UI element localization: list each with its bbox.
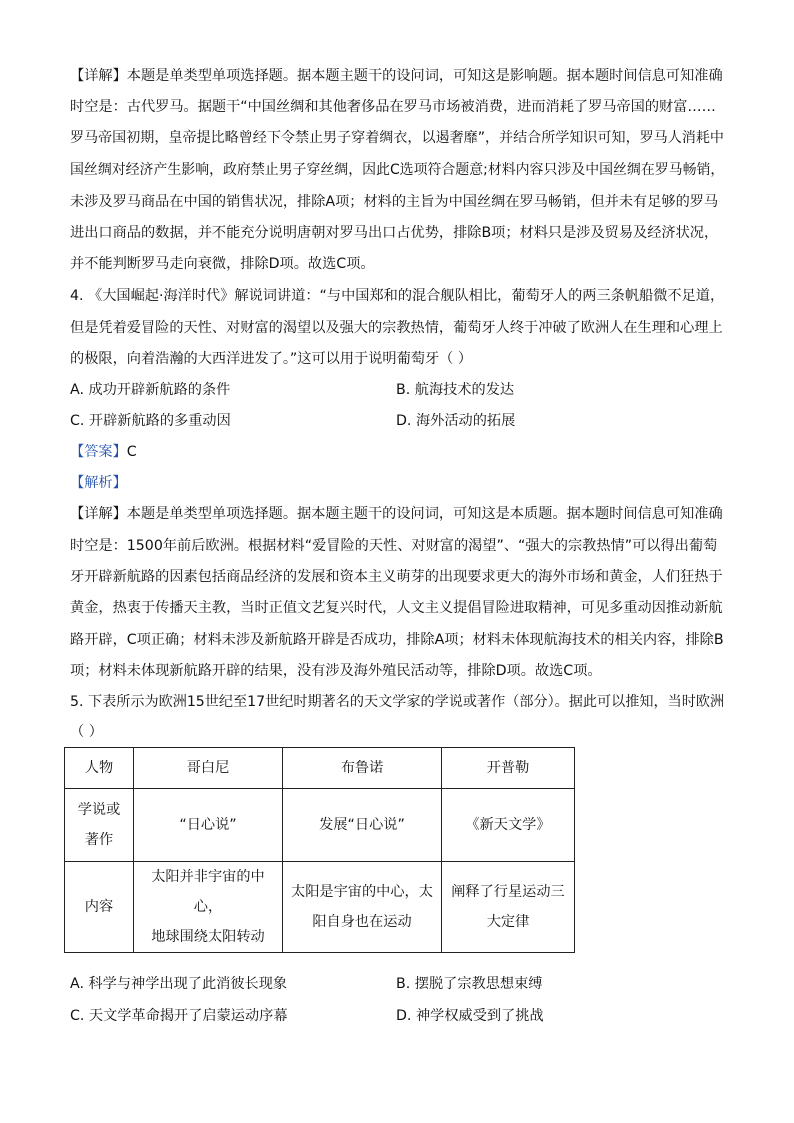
- cell-line: 地球围绕太阳转动: [151, 929, 265, 945]
- q4-analysis-line-4: 黄金，热衷于传播天主教，当时正值文艺复兴时代，人文主义提倡冒险进取精神，可见多重动因推动新航: [70, 600, 723, 616]
- table-header-cell: 人物: [65, 748, 134, 789]
- q3-analysis-line-1: 【详解】本题是单类型单项选择题。据本题主题干的设问词，可知这是影响题。据本题时间信息可知准确: [70, 68, 723, 84]
- q3-analysis-line-6: 进出口商品的数据，并不能充分说明唐朝对罗马出口占优势，排除B项；材料只是涉及贸易及经济状况，: [70, 225, 719, 241]
- q3-analysis-line-2: 时空是：古代罗马。据题干“中国丝绸和其他奢侈品在罗马市场被消费，进而消耗了罗马帝国的财富……: [70, 99, 716, 115]
- table-header-cell: 开普勒: [442, 748, 575, 789]
- q5-option-a: A. 科学与神学出现了此消彼长现象: [70, 976, 288, 992]
- table-cell: [442, 862, 575, 953]
- answer-tag: 【答案】: [70, 444, 127, 460]
- table-header-cell: 哥白尼: [134, 748, 283, 789]
- q3-analysis-line-4: 国丝绸对经济产生影响，政府禁止男子穿丝绸，因此C选项符合题意;材料内容只涉及中国丝绸在罗马畅销，: [70, 162, 725, 178]
- q4-answer: [70, 442, 137, 462]
- table-row: [65, 862, 575, 953]
- row-label-line: 学说或: [77, 802, 121, 818]
- table-row: [65, 789, 575, 862]
- q4-stem-line-1: 4. 《大国崛起·海洋时代》解说词讲道：“与中国郑和的混合舰队相比，葡萄牙人的两三条帆船微不足道，: [70, 288, 725, 304]
- analysis-tag: 【解析】: [70, 475, 127, 491]
- q5-stem-line-2: （ ）: [70, 724, 103, 740]
- q5-option-b: B. 摆脱了宗教思想束缚: [396, 976, 543, 992]
- q5-stem-line-1: 5. 下表所示为欧洲15世纪至17世纪时期著名的天文学家的学说或著作（部分）。据此可以推知，当时欧洲: [70, 694, 725, 710]
- cell-line: 太阳是宇宙的中心，太: [291, 884, 433, 900]
- q4-analysis-line-5: 路开辟，C项正确；材料未涉及新航路开辟是否成功，排除A项；材料未体现航海技术的相关内容，排除B: [70, 632, 724, 648]
- table-row-label: [65, 789, 134, 862]
- q3-analysis-line-3: 罗马帝国初期，皇帝提比略曾经下令禁止男子穿着绸衣，以遏奢靡”，并结合所学知识可知，罗马人消耗中: [70, 130, 724, 146]
- q4-option-b: B. 航海技术的发达: [396, 382, 515, 398]
- q4-analysis-line-1: 【详解】本题是单类型单项选择题。据本题主题干的设问词，可知这是本质题。据本题时间信息可知准确: [70, 506, 723, 522]
- table-row: [65, 748, 575, 789]
- q4-option-c: C. 开辟新航路的多重动因: [70, 413, 231, 429]
- cell-line: 阳自身也在运动: [312, 914, 412, 930]
- cell-line: 阐释了行星运动三: [451, 884, 565, 900]
- q3-analysis-line-5: 未涉及罗马商品在中国的销售状况，排除A项；材料的主旨为中国丝绸在罗马畅销，但并未有足够的罗马: [70, 194, 719, 210]
- q5-option-c: C. 天文学革命揭开了启蒙运动序幕: [70, 1008, 288, 1024]
- q4-analysis-heading: [70, 473, 127, 493]
- table-cell: 发展“日心说”: [283, 789, 442, 862]
- answer-value: C: [126, 444, 137, 460]
- table-row-label: 内容: [65, 862, 134, 953]
- table-cell: “日心说”: [134, 789, 283, 862]
- row-label-line: 著作: [84, 832, 114, 848]
- q4-analysis-line-3: 牙开辟新航路的因素包括商品经济的发展和资本主义萌芽的出现要求更大的海外市场和黄金，人们狂热于: [70, 569, 723, 585]
- table-header-cell: 布鲁诺: [283, 748, 442, 789]
- q4-stem-line-3: 的极限，向着浩瀚的大西洋进发了。”这可以用于说明葡萄牙（ ）: [70, 351, 473, 367]
- table-cell: [283, 862, 442, 953]
- q3-analysis-line-7: 并不能判断罗马走向衰微，排除D项。故选C项。: [70, 256, 375, 272]
- table-cell: [134, 862, 283, 953]
- q4-stem-line-2: 但是凭着爱冒险的天性、对财富的渴望以及强大的宗教热情，葡萄牙人终于冲破了欧洲人在生理和心理上: [70, 320, 723, 336]
- cell-line: 太阳并非宇宙的中心，: [151, 869, 265, 915]
- q4-analysis-line-2: 时空是：1500年前后欧洲。根据材料“爱冒险的天性、对财富的渴望”、“强大的宗教热情”可以得出葡萄: [70, 538, 718, 554]
- table-cell: 《新天文学》: [442, 789, 575, 862]
- q5-option-d: D. 神学权威受到了挑战: [396, 1008, 544, 1024]
- q4-option-a: A. 成功开辟新航路的条件: [70, 382, 231, 398]
- astronomers-table: [64, 747, 575, 953]
- q4-analysis-line-6: 项；材料未体现新航路开辟的结果，没有涉及海外殖民活动等，排除D项。故选C项。: [70, 663, 602, 679]
- cell-line: 大定律: [486, 914, 530, 930]
- q4-option-d: D. 海外活动的拓展: [396, 413, 516, 429]
